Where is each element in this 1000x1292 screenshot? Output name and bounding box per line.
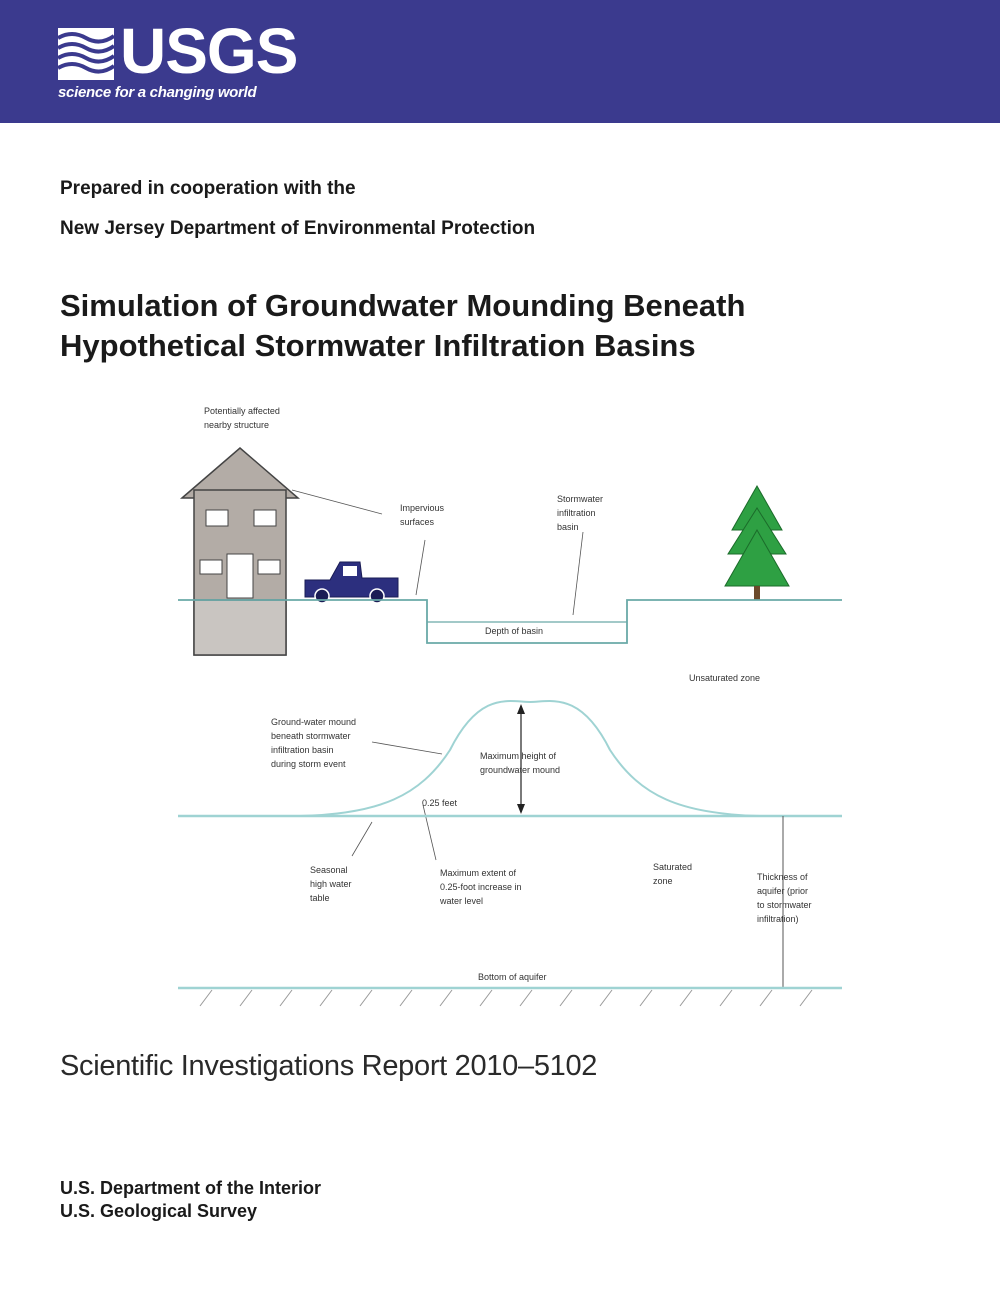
label-saturated-1: Saturated — [653, 862, 693, 872]
usgs-logo — [58, 15, 298, 108]
label-basin-1: Stormwater — [557, 494, 604, 504]
label-depth: Depth of basin — [485, 626, 544, 636]
usgs-banner — [0, 0, 1000, 123]
label-max-extent-2: 0.25-foot increase in — [440, 882, 522, 892]
label-mound-3: infiltration basin — [271, 745, 334, 755]
label-seasonal-3: table — [310, 893, 330, 903]
label-mound-1: Ground-water mound — [271, 717, 357, 727]
house-illustration — [182, 448, 298, 655]
cooperation-line-1: Prepared in cooperation with the — [60, 178, 356, 199]
label-structure-2: nearby structure — [204, 420, 270, 430]
cooperation-line-2: New Jersey Department of Environmental Protection — [60, 218, 536, 239]
label-basin-2: infiltration — [557, 508, 596, 518]
label-max-height-2: groundwater mound — [480, 765, 561, 775]
label-max-height-1: Maximum height of — [480, 751, 557, 761]
usgs-tagline: science for a changing world — [58, 84, 257, 101]
footer-department: U.S. Department of the Interior — [60, 1178, 322, 1198]
label-bottom-aquifer: Bottom of aquifer — [478, 972, 547, 982]
label-seasonal-1: Seasonal — [310, 865, 348, 875]
title-line-1: Simulation of Groundwater Mounding Beneath — [60, 288, 746, 323]
label-basin-3: basin — [557, 522, 579, 532]
label-quarter-foot: 0.25 feet — [422, 798, 458, 808]
label-saturated-2: zone — [653, 876, 673, 886]
label-thickness-3: to stormwater — [757, 900, 812, 910]
label-mound-4: during storm event — [271, 759, 346, 769]
label-mound-2: beneath stormwater — [271, 731, 351, 741]
report-series: Scientific Investigations Report 2010–5102 — [60, 1050, 598, 1082]
groundwater-diagram — [0, 390, 1000, 1020]
label-thickness-2: aquifer (prior — [757, 886, 809, 896]
usgs-waves-icon — [58, 24, 116, 82]
label-seasonal-2: high water — [310, 879, 352, 889]
label-impervious-2: surfaces — [400, 517, 435, 527]
label-thickness-1: Thickness of — [757, 872, 808, 882]
truck-illustration — [305, 562, 398, 603]
label-max-extent-1: Maximum extent of — [440, 868, 517, 878]
usgs-wordmark: USGS — [120, 15, 298, 87]
tree-illustration — [725, 486, 789, 600]
report-title — [60, 286, 940, 366]
label-structure-1: Potentially affected — [204, 406, 280, 416]
label-unsaturated: Unsaturated zone — [689, 673, 761, 683]
title-line-2: Hypothetical Stormwater Infiltration Basins — [60, 328, 696, 363]
footer-survey: U.S. Geological Survey — [60, 1201, 258, 1221]
label-impervious-1: Impervious — [400, 503, 445, 513]
label-max-extent-3: water level — [440, 896, 484, 906]
label-thickness-4: infiltration) — [757, 914, 799, 924]
